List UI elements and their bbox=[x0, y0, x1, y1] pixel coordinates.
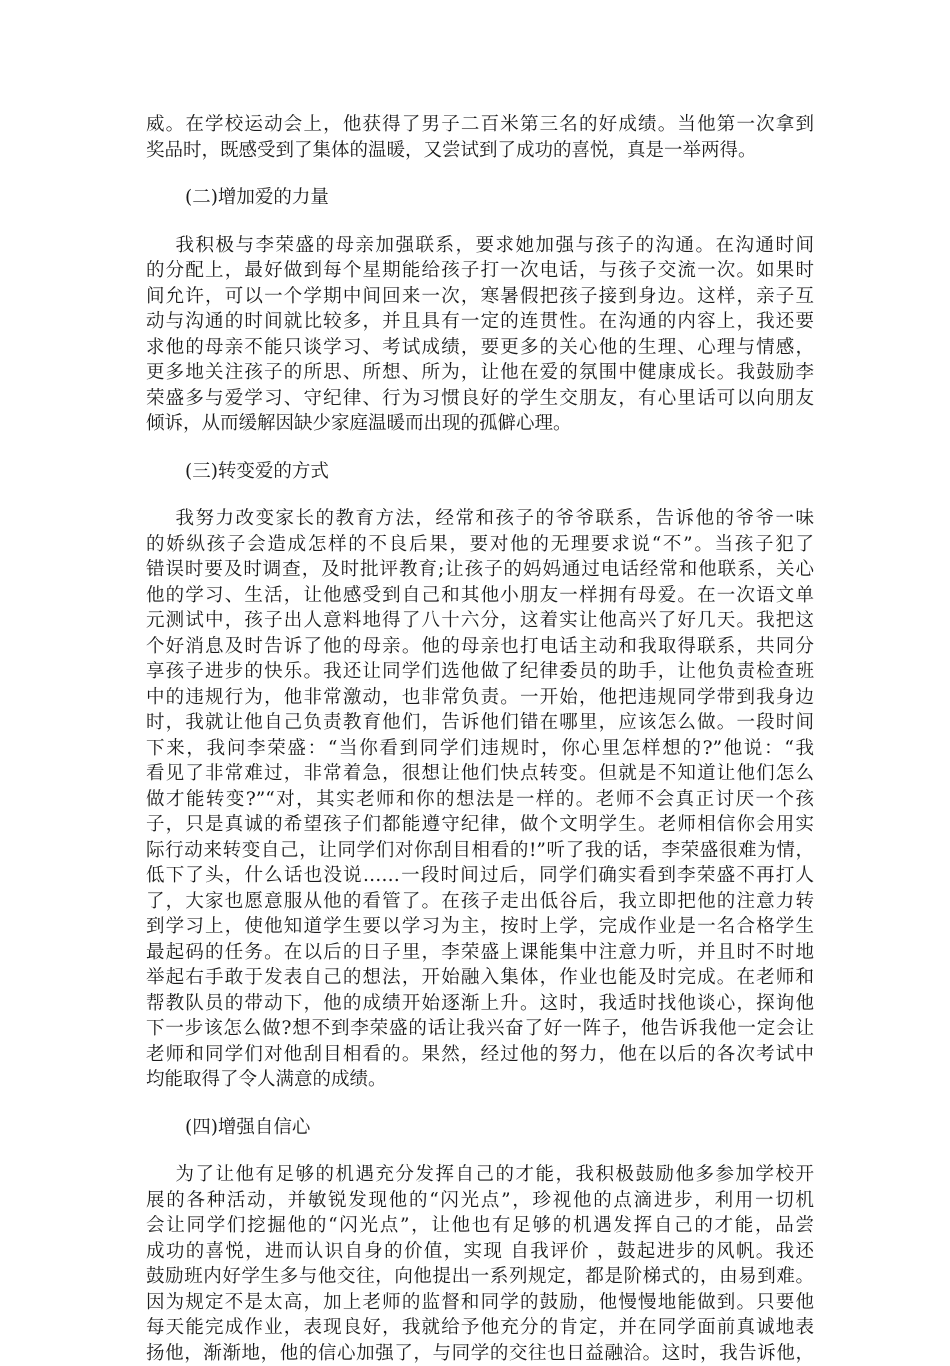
text-line: 下来，我问李荣盛：“当你看到同学们违规时，你心里怎样想的?”他说：“我 bbox=[146, 736, 814, 762]
paragraph bbox=[146, 1162, 814, 1366]
text-line: 最起码的任务。在以后的日子里，李荣盛上课能集中注意力听，并且时不时地 bbox=[146, 940, 814, 966]
text-line: 了，大家也愿意服从他的看管了。在孩子走出低谷后，我立即把他的注意力转 bbox=[146, 889, 814, 915]
text-line: 子，只是真诚的希望孩子们都能遵守纪律，做个文明学生。老师相信你会用实 bbox=[146, 812, 814, 838]
text-line: 的娇纵孩子会造成怎样的不良后果，要对他的无理要求说“不”。当孩子犯了 bbox=[146, 532, 814, 558]
text-line: 为了让他有足够的机遇充分发挥自己的才能，我积极鼓励他多参加学校开 bbox=[146, 1162, 814, 1188]
text-line: 动与沟通的时间就比较多，并且具有一定的连贯性。在沟通的内容上，我还要 bbox=[146, 309, 814, 335]
text-line: 的分配上，最好做到每个星期能给孩子打一次电话，与孩子交流一次。如果时 bbox=[146, 258, 814, 284]
text-line: 低下了头，什么话也没说……一段时间过后，同学们确实看到李荣盛不再打人 bbox=[146, 863, 814, 889]
text-line: 成功的喜悦，进而认识自身的价值，实现 自我评价 ，鼓起进步的风帆。我还 bbox=[146, 1239, 814, 1265]
text-line: 际行动来转变自己，让同学们对你刮目相看的!”听了我的话，李荣盛很难为情， bbox=[146, 838, 814, 864]
paragraph bbox=[146, 233, 814, 437]
text-line: 间允许，可以一个学期中间回来一次，寒暑假把孩子接到身边。这样，亲子互 bbox=[146, 284, 814, 310]
section-heading: (二)增加爱的力量 bbox=[146, 185, 814, 211]
text-line: 我积极与李荣盛的母亲加强联系，要求她加强与孩子的沟通。在沟通时间 bbox=[146, 233, 814, 259]
text-line: 他的学习、生活，让他感受到自己和其他小朋友一样拥有母爱。在一次语文单 bbox=[146, 583, 814, 609]
text-line: 因为规定不是太高，加上老师的监督和同学的鼓励，他慢慢地能做到。只要他 bbox=[146, 1290, 814, 1316]
text-line: 展的各种活动，并敏锐发现他的“闪光点”，珍视他的点滴进步，利用一切机 bbox=[146, 1188, 814, 1214]
text-line: 扬他，渐渐地，他的信心加强了，与同学的交往也日益融洽。这时，我告诉他， bbox=[146, 1341, 814, 1366]
text-line: 时，我就让他自己负责教育他们，告诉他们错在哪里，应该怎么做。一段时间 bbox=[146, 710, 814, 736]
text-line: 更多地关注孩子的所思、所想、所为，让他在爱的氛围中健康成长。我鼓励李 bbox=[146, 360, 814, 386]
text-line: 荣盛多与爱学习、守纪律、行为习惯良好的学生交朋友，有心里话可以向朋友 bbox=[146, 386, 814, 412]
text-line: 下一步该怎么做?想不到李荣盛的话让我兴奋了好一阵子，他告诉我他一定会让 bbox=[146, 1016, 814, 1042]
text-line: 享孩子进步的快乐。我还让同学们选他做了纪律委员的助手，让他负责检查班 bbox=[146, 659, 814, 685]
text-line: 个好消息及时告诉了他的母亲。他的母亲也打电话主动和我取得联系，共同分 bbox=[146, 634, 814, 660]
text-line: 做才能转变?”“对，其实老师和你的想法是一样的。老师不会真正讨厌一个孩 bbox=[146, 787, 814, 813]
text-line: 举起右手敢于发表自己的想法，开始融入集体，作业也能及时完成。在老师和 bbox=[146, 965, 814, 991]
text-line: 鼓励班内好学生多与他交往，向他提出一系列规定，都是阶梯式的，由易到难。 bbox=[146, 1264, 814, 1290]
text-line: 帮教队员的带动下，他的成绩开始逐渐上升。这时，我适时找他谈心，探询他 bbox=[146, 991, 814, 1017]
text-line: 威。在学校运动会上，他获得了男子二百米第三名的好成绩。当他第一次拿到 bbox=[146, 112, 814, 138]
document-page bbox=[146, 112, 814, 1366]
text-line: 老师和同学们对他刮目相看的。果然，经过他的努力，他在以后的各次考试中 bbox=[146, 1042, 814, 1068]
text-line: 到学习上，使他知道学生要以学习为主，按时上学，完成作业是一名合格学生 bbox=[146, 914, 814, 940]
text-line: 奖品时，既感受到了集体的温暖，又尝试到了成功的喜悦，真是一举两得。 bbox=[146, 138, 814, 164]
paragraph bbox=[146, 506, 814, 1093]
text-line: 求他的母亲不能只谈学习、考试成绩，要更多的关心他的生理、心理与情感， bbox=[146, 335, 814, 361]
section-heading: (三)转变爱的方式 bbox=[146, 459, 814, 485]
text-line: 中的违规行为，他非常激动，也非常负责。一开始，他把违规同学带到我身边 bbox=[146, 685, 814, 711]
text-line: 看见了非常难过，非常着急，很想让他们快点转变。但就是不知道让他们怎么 bbox=[146, 761, 814, 787]
text-line: 错误时要及时调查，及时批评教育;让孩子的妈妈通过电话经常和他联系，关心 bbox=[146, 557, 814, 583]
text-line: 会让同学们挖掘他的“闪光点”，让他也有足够的机遇发挥自己的才能，品尝 bbox=[146, 1213, 814, 1239]
text-line: 每天能完成作业，表现良好，我就给予他充分的肯定，并在同学面前真诚地表 bbox=[146, 1315, 814, 1341]
text-line: 我努力改变家长的教育方法，经常和孩子的爷爷联系，告诉他的爷爷一味 bbox=[146, 506, 814, 532]
section-heading: (四)增强自信心 bbox=[146, 1115, 814, 1141]
text-line: 元测试中，孩子出人意料地得了八十六分，这着实让他高兴了好几天。我把这 bbox=[146, 608, 814, 634]
paragraph bbox=[146, 112, 814, 163]
text-line: 倾诉，从而缓解因缺少家庭温暖而出现的孤僻心理。 bbox=[146, 411, 814, 437]
text-line: 均能取得了令人满意的成绩。 bbox=[146, 1067, 814, 1093]
